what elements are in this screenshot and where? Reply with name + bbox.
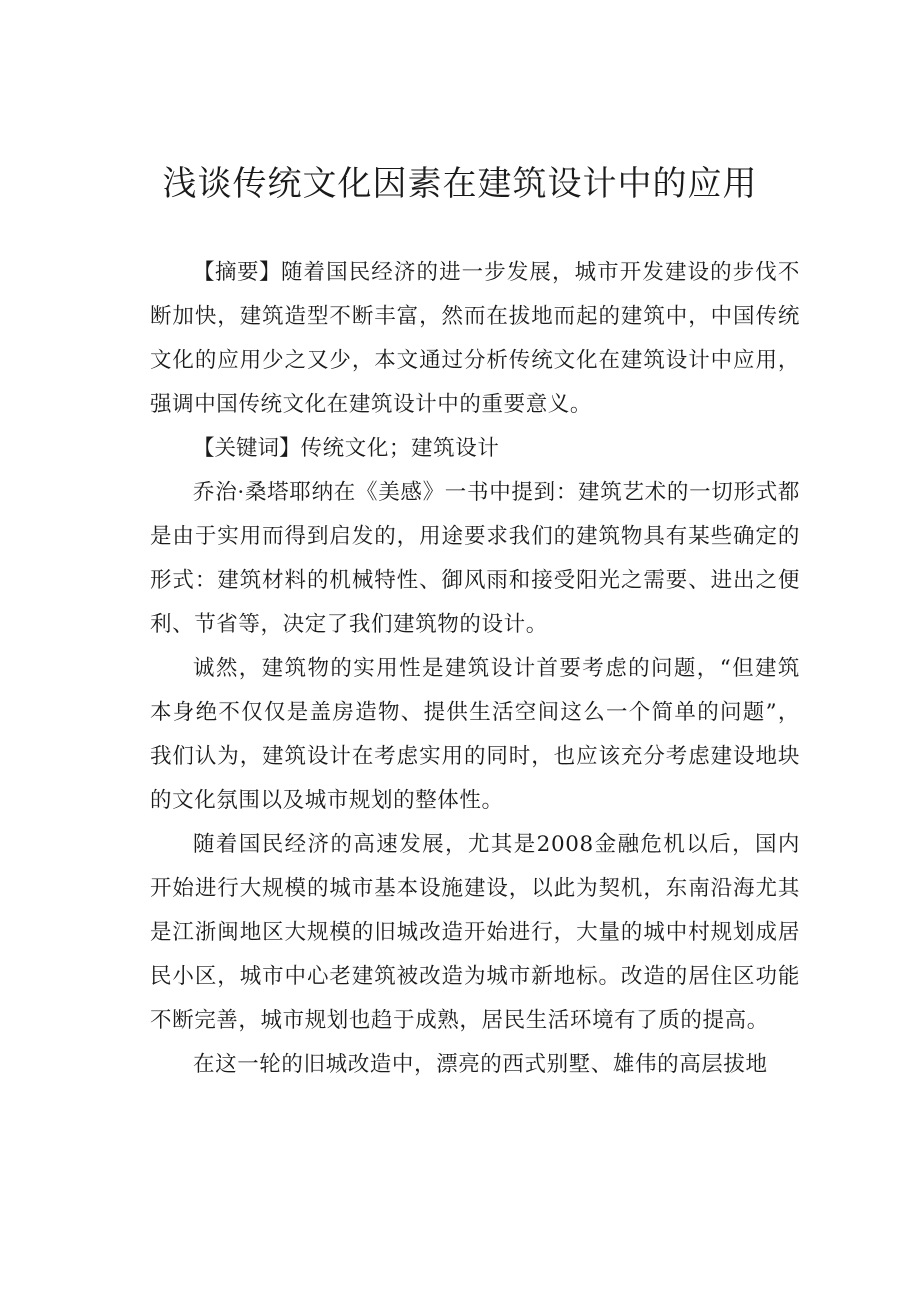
document-title: 浅谈传统文化因素在建筑设计中的应用 xyxy=(162,164,758,204)
body-paragraph: 诚然，建筑物的实用性是建筑设计首要考虑的问题，“但建筑本身绝不仅仅是盖房造物、提供生活空间这么一个简单的问题”，我们认为，建筑设计在考虑实用的同时，也应该充分考虑建设地块的文化氛围以及城市规划的整体性。 xyxy=(150,656,800,813)
abstract-paragraph xyxy=(150,251,800,427)
body-paragraph: 乔治·桑塔耶纳在《美感》一书中提到：建筑艺术的一切形式都是由于实用而得到启发的，用途要求我们的建筑物具有某些确定的形式：建筑材料的机械特性、御风雨和接受阳光之需要、进出之便利、节省等，决定了我们建筑物的设计。 xyxy=(150,480,800,637)
document-body xyxy=(150,251,800,1087)
keywords-label: 【关键词】 xyxy=(193,436,301,461)
keywords-paragraph xyxy=(150,427,800,471)
abstract-label: 【摘要】 xyxy=(193,260,281,285)
keywords-text: 传统文化；建筑设计 xyxy=(300,436,500,461)
abstract-text: 随着国民经济的进一步发展，城市开发建设的步伐不断加快，建筑造型不断丰富，然而在拔地而起的建筑中，中国传统文化的应用少之又少，本文通过分析传统文化在建筑设计中应用，强调中国传统文化在建筑设计中的重要意义。 xyxy=(150,260,800,417)
body-paragraph: 随着国民经济的高速发展，尤其是2008金融危机以后，国内开始进行大规模的城市基本设施建设，以此为契机，东南沿海尤其是江浙闽地区大规模的旧城改造开始进行，大量的城中村规划成居民小区，城市中心老建筑被改造为城市新地标。改造的居住区功能不断完善，城市规划也趋于成熟，居民生活环境有了质的提高。 xyxy=(150,832,800,1033)
body-paragraph: 在这一轮的旧城改造中，漂亮的西式别墅、雄伟的高层拔地 xyxy=(193,1052,768,1077)
